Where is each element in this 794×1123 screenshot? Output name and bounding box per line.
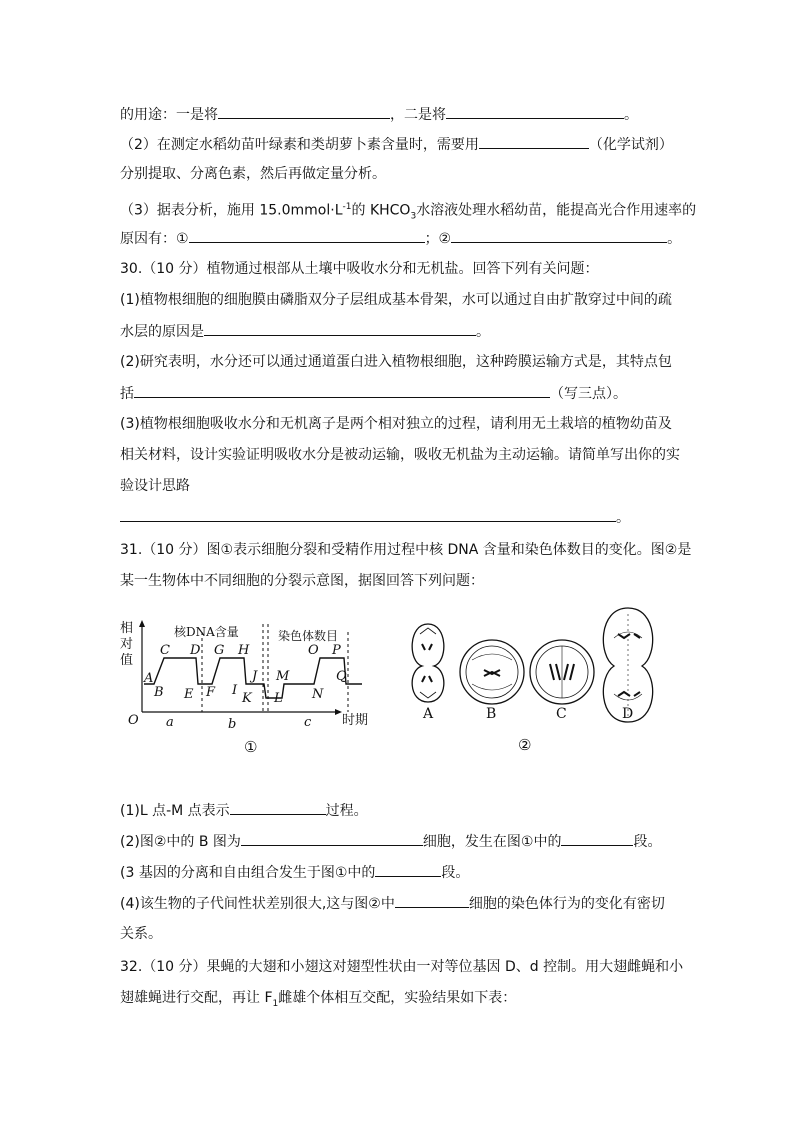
text-line (120, 571, 484, 591)
text-line (120, 383, 627, 404)
text-segment: （3）据表分析，施用 15.0mmol·L (120, 202, 343, 219)
text-line (120, 893, 665, 914)
text-line (120, 134, 673, 155)
text-line (120, 414, 672, 434)
text-segment: 相关材料，设计实验证明吸收水分是被动运输，吸收无机盐为主动运输。请简单写出你的实 (120, 447, 680, 463)
dna-chromosome-graph (118, 618, 380, 758)
cell-b (460, 640, 524, 704)
cell-c (530, 640, 594, 704)
subscript: 1 (272, 998, 279, 1009)
text-segment: ，二是将 (390, 107, 446, 123)
superscript: -1 (342, 202, 352, 212)
point-label-a: A (144, 671, 154, 686)
text-segment: (2)研究表明，水分还可以通过通道蛋白进入植物根细胞，这种跨膜运输方式是，其特点包 (120, 354, 672, 370)
text-segment: (3)植物根细胞吸收水分和无机离子是两个相对独立的过程，请利用无土栽培的植物幼苗及 (120, 416, 672, 432)
cell-label-d: D (622, 706, 634, 722)
x-axis-label: 时期 (342, 713, 369, 728)
point-label-e: E (184, 687, 194, 702)
point-label-i: I (232, 683, 238, 698)
answer-blank[interactable] (204, 321, 476, 336)
text-line (120, 831, 661, 852)
text-segment: 雌雄个体相互交配，实验结果如下表： (278, 990, 517, 1006)
stage-label-a: a (166, 715, 174, 730)
cell-label-b: B (486, 706, 497, 722)
answer-blank[interactable] (134, 383, 550, 398)
point-label-h: H (238, 643, 250, 658)
text-segment: 的 KHCO (351, 202, 411, 219)
answer-blank[interactable] (218, 104, 390, 119)
y-axis-label-1: 相 (120, 621, 134, 636)
text-segment: (1)植物根细胞的细胞膜由磷脂双分子层组成基本骨架，水可以通过自由扩散穿过中间的疏 (120, 292, 672, 308)
point-label-c: C (160, 643, 170, 658)
text-line (120, 507, 630, 528)
text-line (120, 104, 638, 125)
text-segment: 。 (616, 510, 630, 526)
text-segment: 30.（10 分）植物通过根部从土壤中吸收水分和无机盐。回答下列有关问题： (120, 261, 599, 277)
point-label-b: B (154, 685, 164, 700)
question-heading (120, 957, 683, 977)
y-axis-label-2: 对 (120, 637, 134, 652)
text-segment: 原因有：① (120, 231, 189, 247)
answer-blank[interactable] (446, 104, 624, 119)
question-heading (120, 259, 599, 279)
text-line (120, 352, 672, 372)
point-label-d: D (190, 643, 201, 658)
point-label-j: J (252, 669, 258, 684)
text-segment: 水层的原因是 (120, 324, 204, 340)
text-segment: 某一生物体中不同细胞的分裂示意图，据图回答下列问题： (120, 573, 484, 589)
text-segment: ；② (424, 231, 452, 247)
stage-label-b: b (228, 717, 237, 732)
figure1-caption: ① (244, 738, 258, 756)
cell-label-a: A (423, 706, 434, 722)
text-line (120, 164, 386, 184)
text-line (120, 800, 368, 821)
text-line (120, 228, 681, 249)
text-line (120, 476, 190, 496)
text-line (120, 290, 672, 310)
text-line (120, 321, 490, 342)
point-label-q: Q (336, 669, 347, 684)
text-segment: 过程。 (325, 803, 368, 819)
text-segment: 段。 (441, 865, 470, 881)
text-segment: (1)L 点-M 点表示 (120, 803, 230, 819)
cell-division-diagrams (400, 600, 670, 755)
cell-label-c: C (556, 706, 567, 722)
point-label-o: O (308, 643, 319, 658)
text-line (120, 445, 680, 465)
text-segment: （写三点）。 (550, 386, 627, 402)
origin-label: O (128, 713, 139, 728)
answer-blank[interactable] (120, 507, 616, 522)
dna-legend: 核DNA含量 (174, 625, 239, 639)
answer-blank[interactable] (241, 831, 423, 846)
answer-blank[interactable] (561, 831, 633, 846)
cell-a (412, 624, 444, 702)
text-segment: (3 基因的分离和自由组合发生于图①中的 (120, 865, 376, 881)
text-segment: （2）在测定水稻幼苗叶绿素和类胡萝卜素含量时，需要用 (120, 137, 479, 153)
text-segment: 关系。 (120, 926, 162, 942)
answer-blank[interactable] (451, 228, 667, 243)
text-segment: （化学试剂） (588, 137, 673, 153)
point-label-n: N (312, 687, 324, 702)
text-segment: 。 (667, 231, 682, 247)
text-segment: 的用途：一是将 (120, 107, 218, 123)
point-label-g: G (214, 643, 225, 658)
text-segment: 细胞的染色体行为的变化有密切 (468, 896, 665, 912)
text-segment: (4)该生物的子代间性状差别很大,这与图②中 (120, 896, 395, 912)
y-axis-label-3: 值 (120, 653, 134, 668)
question-heading (120, 540, 691, 560)
point-label-l: L (274, 691, 283, 706)
text-segment: 32.（10 分）果蝇的大翅和小翅这对翅型性状由一对等位基因 D、d 控制。用大翅雌蝇和小 (120, 959, 684, 975)
stage-label-c: c (304, 715, 312, 730)
subscript: 3 (410, 211, 417, 222)
text-segment: 水溶液处理水稻幼苗，能提高光合作用速率的 (416, 202, 697, 219)
text-segment: 。 (624, 107, 638, 123)
text-line (120, 197, 696, 226)
answer-blank[interactable] (395, 893, 469, 908)
text-segment: 细胞，发生在图①中的 (422, 834, 562, 850)
text-line (120, 862, 469, 883)
text-segment: 翅雄蝇进行交配，再让 F (120, 990, 273, 1006)
text-segment: 括 (120, 386, 134, 402)
text-segment: 。 (476, 324, 490, 340)
answer-blank[interactable] (189, 228, 425, 243)
point-label-p: P (332, 643, 341, 658)
text-segment: (2)图②中的 B 图为 (120, 834, 241, 850)
point-label-k: K (242, 691, 252, 706)
cell-d (603, 608, 652, 722)
text-line (120, 924, 162, 944)
text-segment: 分别提取、分离色素，然后再做定量分析。 (120, 166, 386, 182)
text-segment: 31.（10 分）图①表示细胞分裂和受精作用过程中核 DNA 含量和染色体数目的变化。图②是 (120, 542, 692, 558)
answer-blank[interactable] (230, 800, 326, 815)
y-axis-arrow (139, 620, 145, 627)
x-axis-arrow (335, 709, 342, 715)
answer-blank[interactable] (375, 862, 441, 877)
text-line (120, 988, 516, 1014)
figure2-caption: ② (518, 736, 532, 754)
chromosome-legend: 染色体数目 (278, 629, 339, 643)
text-segment: 验设计思路 (120, 478, 190, 494)
answer-blank[interactable] (479, 134, 589, 149)
text-segment: 段。 (633, 834, 662, 850)
point-label-m: M (276, 669, 290, 684)
point-label-f: F (206, 685, 216, 700)
